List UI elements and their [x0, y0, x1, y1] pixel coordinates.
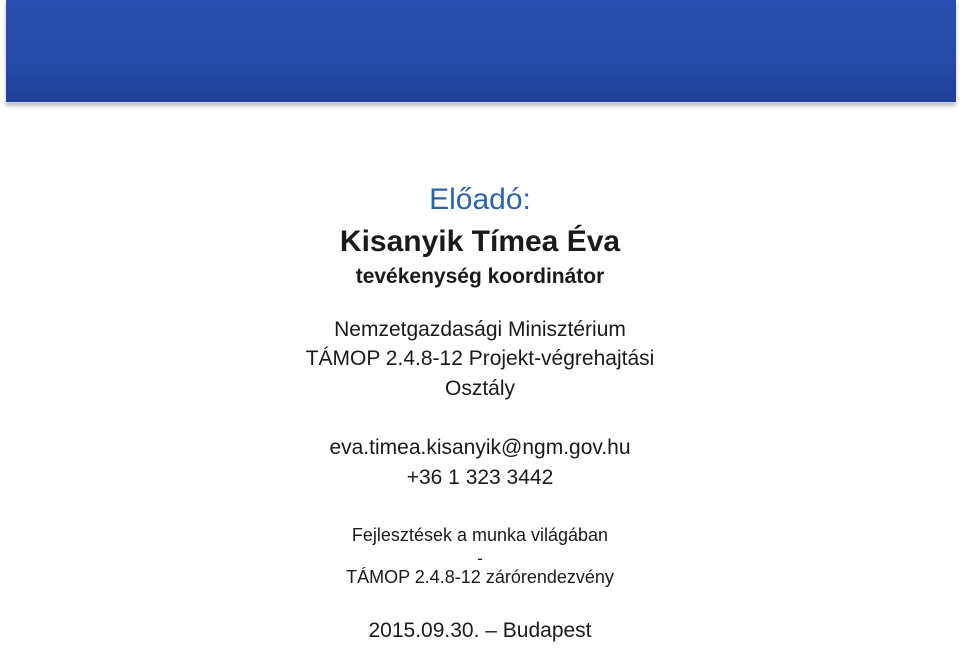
department-line-1: TÁMOP 2.4.8-12 Projekt-végrehajtási — [305, 347, 655, 370]
event-title-line-1: Fejlesztések a munka világában — [351, 525, 609, 545]
date-and-place: 2015.09.30. – Budapest — [368, 619, 592, 642]
speaker-name: Kisanyik Tímea Éva — [339, 225, 621, 258]
header-banner — [6, 0, 956, 103]
event-separator: - — [477, 549, 483, 568]
department-line-2: Osztály — [444, 377, 515, 400]
event-title-line-2: TÁMOP 2.4.8-12 zárórendezvény — [346, 567, 614, 587]
organization-name: Nemzetgazdasági Minisztérium — [334, 318, 626, 341]
speaker-role: tevékenység koordinátor — [355, 265, 605, 288]
slide-heading: Előadó: — [429, 183, 531, 216]
contact-email: eva.timea.kisanyik@ngm.gov.hu — [329, 436, 631, 459]
contact-phone: +36 1 323 3442 — [406, 466, 554, 489]
